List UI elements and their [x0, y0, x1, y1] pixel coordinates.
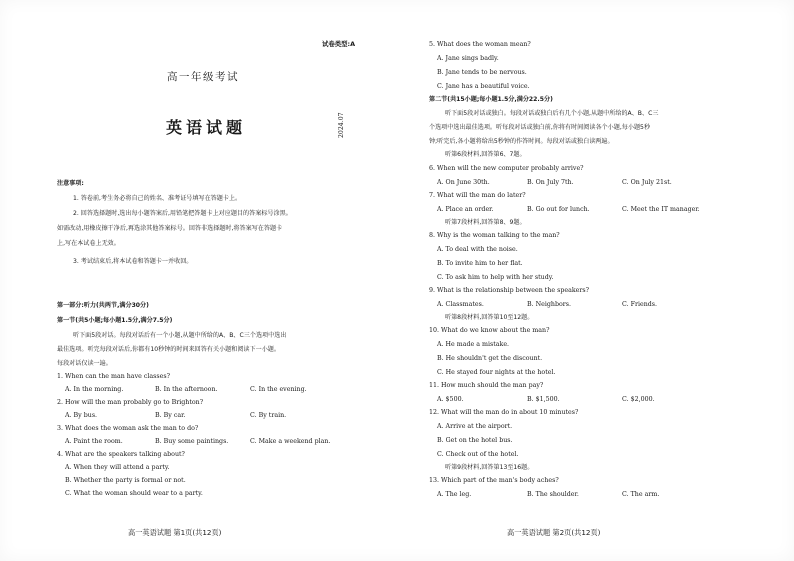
q1-option-b: B. In the afternoon. [155, 386, 218, 393]
q3-option-c: C. Make a weekend plan. [250, 438, 331, 445]
q10-option-c: C. He stayed four nights at the hotel. [437, 369, 556, 376]
question-8: 8. Why is the woman talking to the man? [429, 232, 560, 239]
q3-option-b: B. Buy some paintings. [155, 438, 229, 445]
q11-option-a: A. $500. [437, 396, 464, 403]
question-3: 3. What does the woman ask the man to do? [57, 425, 199, 432]
q12-option-b: B. Get on the hotel bus. [437, 437, 513, 444]
q11-option-c: C. $2,000. [622, 396, 655, 403]
q9-option-b: B. Neighbors. [527, 301, 572, 308]
question-6: 6. When will the new computer probably arrive? [429, 165, 584, 172]
q11-option-b: B. $1,500. [527, 396, 560, 403]
section1-title: 第一节(共5小题;每小题1.5分,满分7.5分) [57, 317, 173, 324]
q9-option-a: A. Classmates. [437, 301, 484, 308]
section2-instr-2: 个选项中选出最佳选项。听每段对话或独白前,你将有时间阅读各个小题,每小题5秒 [429, 124, 651, 131]
grade-title: 高一年级考试 [167, 71, 239, 83]
q8-option-b: B. To invite him to her flat. [437, 260, 523, 267]
q8-option-c: C. To ask him to help with her study. [437, 274, 554, 281]
notes-line-2: 2. 回答选择题时,选出每小题答案后,用铅笔把答题卡上对应题目的答案标号涂黑。 [73, 210, 292, 217]
question-7: 7. What will the man do later? [429, 192, 526, 199]
q12-option-c: C. Check out of the hotel. [437, 451, 519, 458]
material-9-instruction: 听第9段材料,回答第13至16题。 [445, 464, 534, 471]
notes-line-5: 3. 考试结束后,将本试卷和答题卡一并收回。 [73, 258, 193, 265]
q7-option-a: A. Place an order. [437, 206, 494, 213]
paper-type-label: 试卷类型:A [322, 40, 356, 48]
q10-option-b: B. He shouldn't get the discount. [437, 355, 543, 362]
notes-line-4: 上,写在本试卷上无效。 [57, 240, 120, 247]
section2-title: 第二节(共15小题;每小题1.5分,满分22.5分) [429, 96, 553, 103]
q13-option-c: C. The arm. [622, 491, 660, 498]
question-1: 1. When can the man have classes? [57, 373, 170, 380]
notes-line-3: 如需改动,用橡皮擦干净后,再选涂其他答案标号。回答非选择题时,将答案写在答题卡 [57, 225, 283, 232]
q4-option-c: C. What the woman should wear to a party. [65, 490, 203, 497]
notes-title: 注意事项: [57, 180, 84, 187]
q2-option-c: C. By train. [250, 412, 287, 419]
footer-page-2: 高一英语试题 第2页(共12页) [507, 528, 601, 537]
q7-option-b: B. Go out for lunch. [527, 206, 590, 213]
footer-page-1: 高一英语试题 第1页(共12页) [128, 528, 222, 537]
q4-option-a: A. When they will attend a party. [65, 464, 170, 471]
question-5: 5. What does the woman mean? [429, 41, 531, 48]
q5-option-c: C. Jane has a beautiful voice. [437, 83, 530, 90]
q5-option-a: A. Jane sings badly. [437, 55, 499, 62]
question-2: 2. How will the man probably go to Brighton? [57, 399, 204, 406]
section1-instr-3: 每段对话仅读一遍。 [57, 360, 112, 367]
section2-instr-3: 钟;听完后,各小题将给出5秒钟的作答时间。每段对话或独白读两遍。 [429, 138, 614, 145]
q4-option-b: B. Whether the party is formal or not. [65, 477, 186, 484]
q2-option-a: A. By bus. [65, 412, 98, 419]
part1-title: 第一部分:听力(共两节,满分30分) [57, 302, 149, 309]
q10-option-a: A. He made a mistake. [437, 341, 510, 348]
q13-option-a: A. The leg. [437, 491, 472, 498]
q8-option-a: A. To deal with the noise. [437, 246, 518, 253]
q2-option-b: B. By car. [155, 412, 186, 419]
exam-date: 2024.07 [338, 112, 345, 138]
q1-option-a: A. In the morning. [65, 386, 124, 393]
q7-option-c: C. Meet the IT manager. [622, 206, 700, 213]
q12-option-a: A. Arrive at the airport. [437, 423, 513, 430]
question-11: 11. How much should the man pay? [429, 382, 544, 389]
section1-instr-2: 最佳选项。听完每段对话后,你都有10秒钟的时间来回答有关小题和阅读下一小题。 [57, 346, 280, 353]
material-7-instruction: 听第7段材料,回答第8、9题。 [445, 219, 526, 226]
q6-option-a: A. On June 30th. [437, 179, 490, 186]
q3-option-a: A. Paint the room. [65, 438, 123, 445]
q1-option-c: C. In the evening. [250, 386, 307, 393]
section2-instr-1: 听下面5段对话或独白。每段对话或独白后有几个小题,从题中所给的A、B、C三 [445, 110, 659, 117]
q6-option-b: B. On July 7th. [527, 179, 574, 186]
question-4: 4. What are the speakers talking about? [57, 451, 185, 458]
subject-title: 英语试题 [166, 118, 247, 137]
q6-option-c: C. On July 21st. [622, 179, 672, 186]
q13-option-b: B. The shoulder. [527, 491, 579, 498]
material-6-instruction: 听第6段材料,回答第6、7题。 [445, 151, 526, 158]
material-8-instruction: 听第8段材料,回答第10至12题。 [445, 314, 534, 321]
question-9: 9. What is the relationship between the speakers? [429, 287, 590, 294]
question-12: 12. What will the man do in about 10 minutes? [429, 409, 579, 416]
q5-option-b: B. Jane tends to be nervous. [437, 69, 527, 76]
section1-instr-1: 听下面5段对话。每段对话后有一个小题,从题中所给的A、B、C三个选项中选出 [73, 332, 287, 339]
question-10: 10. What do we know about the man? [429, 327, 550, 334]
q9-option-c: C. Friends. [622, 301, 658, 308]
notes-line-1: 1. 答卷前,考生务必将自己的姓名、准考证号填写在答题卡上。 [73, 195, 242, 202]
question-13: 13. Which part of the man's body aches? [429, 477, 559, 484]
